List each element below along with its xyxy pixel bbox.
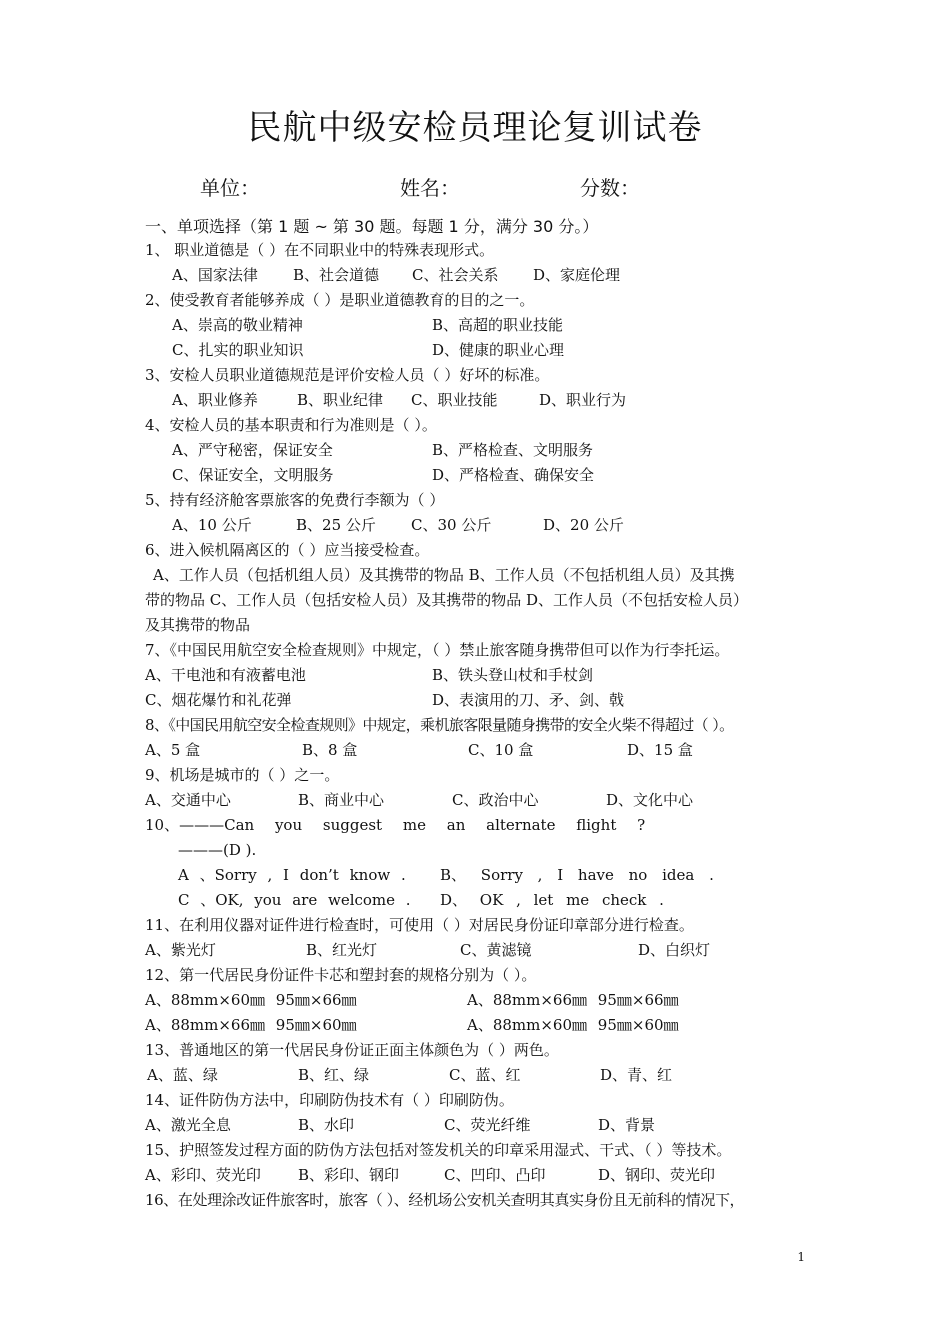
option: A、蓝、绿 (147, 1066, 218, 1084)
option: B、红、绿 (298, 1066, 370, 1084)
option: C、30 公斤 (411, 516, 492, 534)
question-stem: 5、持有经济舱客票旅客的免费行李额为（ ） (145, 491, 445, 509)
option: C、黄滤镜 (460, 941, 532, 959)
score-field-label: 分数： (580, 176, 640, 200)
section-heading: 一、单项选择（第 1 题 ~ 第 30 题。每题 1 分，满分 30 分。） (145, 217, 599, 236)
option: A、彩印、荧光印 (145, 1166, 261, 1184)
option-line: 及其携带的物品 (145, 616, 251, 634)
option: A、10 公斤 (172, 516, 252, 534)
option: D、15 盒 (627, 741, 693, 759)
option: C、扎实的职业知识 (172, 341, 304, 359)
option: A、88mm×60㎜ 95㎜×66㎜ (145, 991, 357, 1009)
option: C、10 盒 (468, 741, 534, 759)
question-stem: 14、证件防伪方法中，印刷防伪技术有（ ）印刷防伪。 (145, 1091, 514, 1109)
option: D、20 公斤 (543, 516, 624, 534)
stem-word: an (446, 816, 466, 834)
question-stem: 1、 职业道德是（ ）在不同职业中的特殊表现形式。 (145, 241, 495, 259)
option: B、高超的职业技能 (432, 316, 564, 334)
option: C、荧光纤维 (444, 1116, 531, 1134)
question-stem: 13、普通地区的第一代居民身份证正面主体颜色为（ ）两色。 (145, 1041, 559, 1059)
stem-word: 10、———Can (145, 816, 255, 834)
option: A、88mm×66㎜ 95㎜×66㎜ (467, 991, 679, 1009)
option: A、严守秘密，保证安全 (172, 441, 333, 459)
option: D、钢印、荧光印 (598, 1166, 716, 1184)
question-reply: ———(D ). (178, 841, 257, 859)
option: D、家庭伦理 (533, 266, 621, 284)
page-number: 1 (797, 1250, 805, 1264)
question-stem: 4、安检人员的基本职责和行为准则是（ ）。 (145, 416, 437, 434)
option: B、社会道德 (293, 266, 380, 284)
stem-word: you (274, 816, 303, 834)
option: A、5 盒 (145, 741, 201, 759)
option: B、职业纪律 (297, 391, 384, 409)
option: B、 Sorry , I have no idea . (440, 866, 714, 884)
option: A 、Sorry , I don’t know . (178, 866, 406, 884)
option: D、文化中心 (606, 791, 694, 809)
option-line: A、工作人员（包括机组人员）及其携带的物品 B、工作人员（不包括机组人员）及其携 (153, 566, 735, 584)
option: C、保证安全，文明服务 (172, 466, 334, 484)
option: A、激光全息 (145, 1116, 231, 1134)
option: C、政治中心 (452, 791, 539, 809)
option: C、烟花爆竹和礼花弹 (145, 691, 292, 709)
question-stem: 3、安检人员职业道德规范是评价安检人员（ ）好坏的标准。 (145, 366, 550, 384)
question-stem: 11、在利用仪器对证件进行检查时，可使用（ ）对居民身份证印章部分进行检查。 (145, 916, 694, 934)
option: B、商业中心 (298, 791, 385, 809)
option: A、崇高的敬业精神 (172, 316, 303, 334)
question-stem: 7、《中国民用航空安全检查规则》中规定，（ ）禁止旅客随身携带但可以作为行李托运。 (145, 641, 730, 659)
option: D、严格检查、确保安全 (432, 466, 595, 484)
option: C、蓝、红 (449, 1066, 521, 1084)
question-stem: 16、在处理涂改证件旅客时，旅客（ ）、经机场公安机关查明其真实身份且无前科的情况下， (145, 1191, 745, 1209)
option: D、白织灯 (638, 941, 711, 959)
option: A、交通中心 (145, 791, 231, 809)
question-stem: 12、第一代居民身份证件卡芯和塑封套的规格分别为（ ）。 (145, 966, 537, 984)
question-stem (145, 815, 645, 835)
option: A、干电池和有液蓄电池 (145, 666, 306, 684)
question-stem: 6、进入候机隔离区的（ ）应当接受检查。 (145, 541, 430, 559)
option: A、紫光灯 (145, 941, 216, 959)
question-stem: 8、《中国民用航空安全检查规则》中规定，乘机旅客限量随身携带的安全火柴不得超过（ ）。 (145, 716, 734, 734)
stem-word: flight (576, 816, 617, 834)
option: B、红光灯 (306, 941, 378, 959)
option: D、青、红 (600, 1066, 673, 1084)
option: B、彩印、钢印 (298, 1166, 400, 1184)
option: B、严格检查、文明服务 (432, 441, 594, 459)
option: C、职业技能 (411, 391, 498, 409)
stem-word: suggest (322, 816, 383, 834)
stem-word: me (402, 816, 426, 834)
option: C、凹印、凸印 (444, 1166, 546, 1184)
option: B、铁头登山杖和手杖剑 (432, 666, 594, 684)
option: B、水印 (298, 1116, 355, 1134)
question-stem: 2、使受教育者能够养成（ ）是职业道德教育的目的之一。 (145, 291, 535, 309)
question-stem: 9、机场是城市的（ ）之一。 (145, 766, 340, 784)
option: D、 OK , let me check . (440, 891, 664, 909)
option: A、国家法律 (172, 266, 258, 284)
option: B、8 盒 (302, 741, 358, 759)
unit-field-label: 单位： (200, 176, 260, 200)
option: B、25 公斤 (296, 516, 376, 534)
option: D、表演用的刀、矛、剑、戟 (432, 691, 625, 709)
page-title: 民航中级安检员理论复训试卷 (247, 108, 703, 148)
option-line: 带的物品 C、工作人员（包括安检人员）及其携带的物品 D、工作人员（不包括安检人员） (145, 591, 749, 609)
option: C、社会关系 (412, 266, 499, 284)
stem-word: alternate (486, 816, 556, 834)
option: D、背景 (598, 1116, 656, 1134)
option: A、职业修养 (172, 391, 258, 409)
question-stem: 15、护照签发过程方面的防伪方法包括对签发机关的印章采用湿式、干式、（ ）等技术。 (145, 1141, 732, 1159)
option: D、健康的职业心理 (432, 341, 565, 359)
name-field-label: 姓名： (400, 176, 460, 200)
option: C 、OK, you are welcome . (178, 891, 411, 909)
option: D、职业行为 (539, 391, 627, 409)
stem-word: ? (637, 816, 646, 834)
option: A、88mm×66㎜ 95㎜×60㎜ (145, 1016, 357, 1034)
option: A、88mm×60㎜ 95㎜×60㎜ (467, 1016, 679, 1034)
